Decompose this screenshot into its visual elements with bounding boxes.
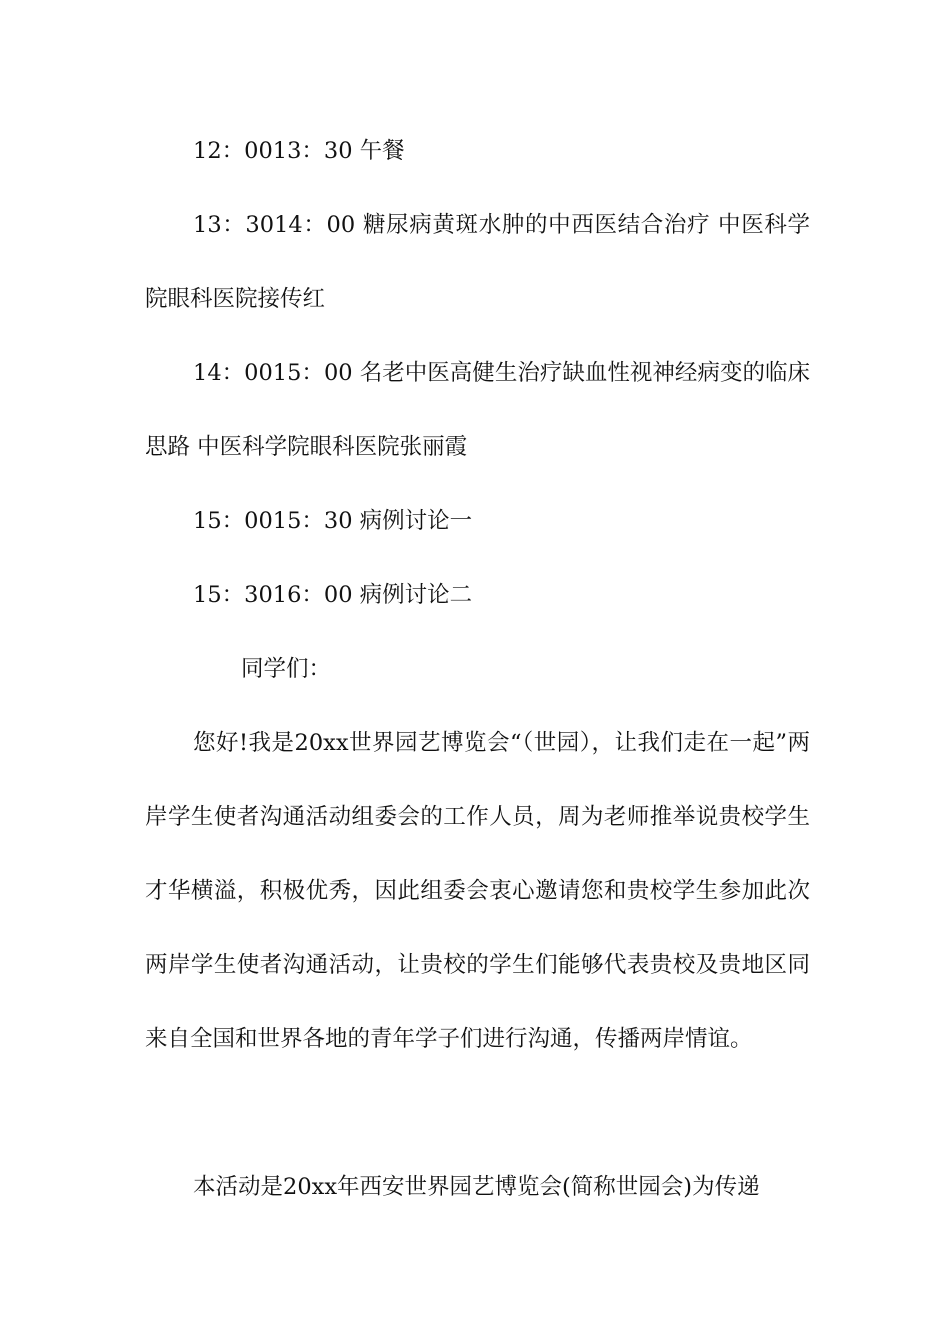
letter-paragraph-invitation: 您好!我是20xx世界园艺博览会“（世园），让我们走在一起”两岸学生使者沟通活动组委会的工作人员，周为老师推举说贵校学生才华横溢，积极优秀，因此组委会衷心邀请您和贵校学生参加此次两岸学生使者沟通活动，让贵校的学生们能够代表贵校及贵地区同来自全国和世界各地的青年学子们进行沟通，传播两岸情谊。 [145, 730, 810, 1052]
schedule-item-case-discussion-1: 15：0015：30 病例讨论一 [193, 508, 473, 534]
schedule-item-lunch: 12：0013：30 午餐 [193, 138, 405, 164]
schedule-item-optic-neuropathy: 14：0015：00 名老中医高健生治疗缺血性视神经病变的临床思路 中医科学院眼科医院张丽霞 [145, 360, 810, 460]
letter-paragraph-activity-intro: 本活动是20xx年西安世界园艺博览会(简称世园会)为传递 [193, 1174, 760, 1200]
letter-greeting: 同学们： [241, 656, 332, 682]
schedule-item-diabetic-macular-edema: 13：3014：00 糖尿病黄斑水肿的中西医结合治疗 中医科学院眼科医院接传红 [145, 212, 810, 312]
schedule-item-case-discussion-2: 15：3016：00 病例讨论二 [193, 582, 473, 608]
